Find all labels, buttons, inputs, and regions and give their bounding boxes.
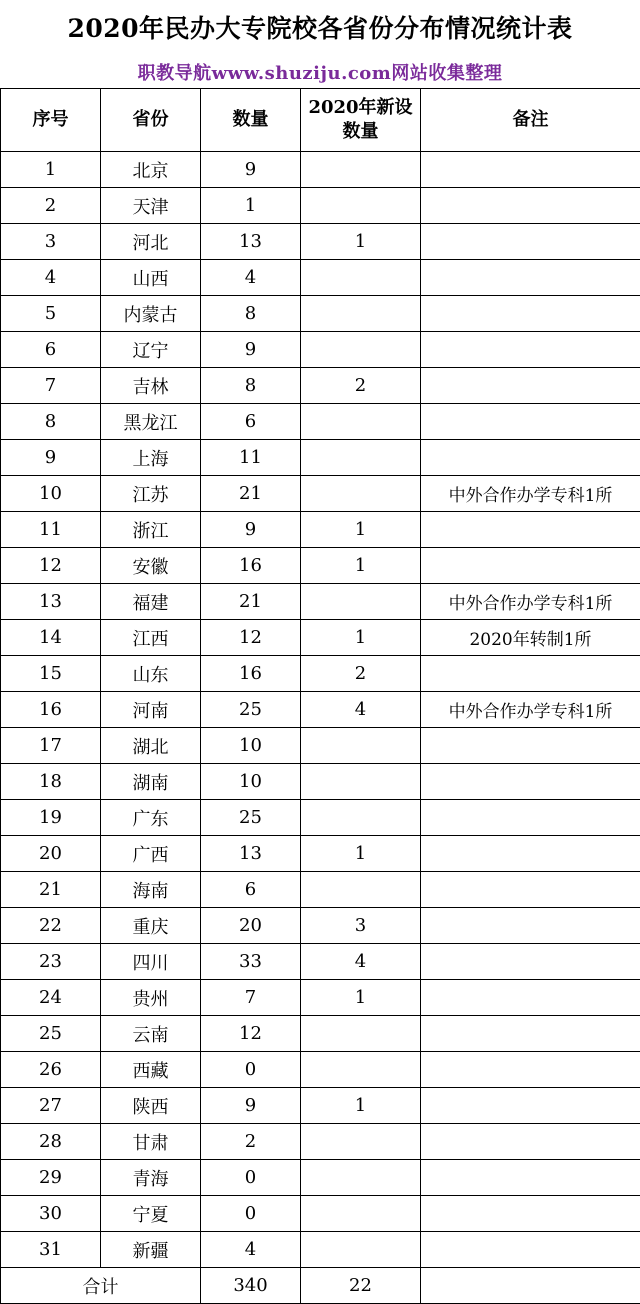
table-row <box>1 296 640 332</box>
cell-province: 河北 <box>101 224 201 260</box>
cell-index: 31 <box>1 1232 101 1268</box>
header-province: 省份 <box>101 89 201 152</box>
cell-index: 19 <box>1 800 101 836</box>
table-row <box>1 908 640 944</box>
cell-new-count: 1 <box>301 548 421 584</box>
cell-new-count: 4 <box>301 692 421 728</box>
cell-count: 25 <box>201 692 301 728</box>
cell-count: 25 <box>201 800 301 836</box>
cell-note <box>421 188 640 224</box>
cell-note <box>421 404 640 440</box>
cell-count: 6 <box>201 404 301 440</box>
table-row <box>1 368 640 404</box>
cell-note <box>421 1052 640 1088</box>
cell-province: 广西 <box>101 836 201 872</box>
cell-new-count <box>301 872 421 908</box>
cell-new-count: 3 <box>301 908 421 944</box>
cell-new-count <box>301 152 421 188</box>
cell-new-count <box>301 1196 421 1232</box>
cell-province: 江苏 <box>101 476 201 512</box>
table-row <box>1 476 640 512</box>
cell-note <box>421 1232 640 1268</box>
cell-count: 1 <box>201 188 301 224</box>
cell-count: 20 <box>201 908 301 944</box>
cell-index: 24 <box>1 980 101 1016</box>
cell-index: 23 <box>1 944 101 980</box>
cell-province: 湖北 <box>101 728 201 764</box>
cell-new-count: 4 <box>301 944 421 980</box>
cell-province: 北京 <box>101 152 201 188</box>
cell-index: 9 <box>1 440 101 476</box>
cell-province: 甘肃 <box>101 1124 201 1160</box>
cell-new-count: 1 <box>301 980 421 1016</box>
cell-province: 山西 <box>101 260 201 296</box>
cell-index: 2 <box>1 188 101 224</box>
table-row <box>1 404 640 440</box>
cell-new-count: 1 <box>301 512 421 548</box>
cell-province: 西藏 <box>101 1052 201 1088</box>
table-row <box>1 260 640 296</box>
cell-index: 18 <box>1 764 101 800</box>
cell-count: 9 <box>201 512 301 548</box>
cell-province: 福建 <box>101 584 201 620</box>
cell-count: 10 <box>201 764 301 800</box>
cell-new-count <box>301 728 421 764</box>
cell-index: 13 <box>1 584 101 620</box>
cell-note <box>421 836 640 872</box>
table-row <box>1 1124 640 1160</box>
cell-new-count <box>301 476 421 512</box>
cell-province: 云南 <box>101 1016 201 1052</box>
table-row <box>1 764 640 800</box>
cell-count: 0 <box>201 1052 301 1088</box>
table-row <box>1 620 640 656</box>
cell-new-count <box>301 296 421 332</box>
cell-note <box>421 980 640 1016</box>
table-row <box>1 692 640 728</box>
table-body <box>1 152 640 1268</box>
cell-province: 吉林 <box>101 368 201 404</box>
cell-new-count: 1 <box>301 836 421 872</box>
cell-count: 9 <box>201 152 301 188</box>
table-row <box>1 1052 640 1088</box>
cell-index: 29 <box>1 1160 101 1196</box>
cell-index: 17 <box>1 728 101 764</box>
cell-new-count <box>301 188 421 224</box>
cell-count: 11 <box>201 440 301 476</box>
cell-count: 2 <box>201 1124 301 1160</box>
cell-count: 8 <box>201 368 301 404</box>
cell-note <box>421 1124 640 1160</box>
cell-province: 广东 <box>101 800 201 836</box>
cell-note: 中外合作办学专科1所 <box>421 584 640 620</box>
table-row <box>1 1232 640 1268</box>
table-row <box>1 1160 640 1196</box>
cell-index: 8 <box>1 404 101 440</box>
table-row <box>1 188 640 224</box>
cell-new-count: 2 <box>301 368 421 404</box>
header-new-count: 2020年新设数量 <box>301 89 421 152</box>
cell-note <box>421 728 640 764</box>
cell-new-count <box>301 440 421 476</box>
cell-count: 16 <box>201 548 301 584</box>
total-row <box>1 1268 640 1304</box>
table-row <box>1 656 640 692</box>
total-label: 合计 <box>1 1268 201 1304</box>
cell-index: 25 <box>1 1016 101 1052</box>
cell-index: 10 <box>1 476 101 512</box>
cell-note <box>421 1160 640 1196</box>
table-row <box>1 800 640 836</box>
cell-note <box>421 332 640 368</box>
cell-count: 0 <box>201 1196 301 1232</box>
cell-note <box>421 800 640 836</box>
cell-index: 4 <box>1 260 101 296</box>
cell-count: 12 <box>201 620 301 656</box>
cell-note: 中外合作办学专科1所 <box>421 476 640 512</box>
page-title: 2020年民办大专院校各省份分布情况统计表 <box>67 14 573 43</box>
cell-new-count <box>301 332 421 368</box>
cell-new-count: 1 <box>301 224 421 260</box>
cell-new-count <box>301 584 421 620</box>
cell-count: 4 <box>201 260 301 296</box>
cell-new-count <box>301 1124 421 1160</box>
cell-index: 7 <box>1 368 101 404</box>
cell-note <box>421 368 640 404</box>
table-row <box>1 980 640 1016</box>
statistics-table <box>0 88 640 1304</box>
cell-province: 湖南 <box>101 764 201 800</box>
table-row <box>1 548 640 584</box>
cell-new-count: 1 <box>301 1088 421 1124</box>
cell-province: 天津 <box>101 188 201 224</box>
cell-index: 21 <box>1 872 101 908</box>
cell-note <box>421 656 640 692</box>
cell-index: 27 <box>1 1088 101 1124</box>
cell-index: 28 <box>1 1124 101 1160</box>
table-header-row <box>1 89 640 152</box>
cell-province: 四川 <box>101 944 201 980</box>
cell-new-count <box>301 404 421 440</box>
cell-index: 15 <box>1 656 101 692</box>
cell-index: 20 <box>1 836 101 872</box>
total-count: 340 <box>201 1268 301 1304</box>
cell-province: 陕西 <box>101 1088 201 1124</box>
cell-count: 10 <box>201 728 301 764</box>
table-row <box>1 152 640 188</box>
table-row <box>1 944 640 980</box>
cell-count: 0 <box>201 1160 301 1196</box>
cell-count: 21 <box>201 476 301 512</box>
table-row <box>1 440 640 476</box>
table-row <box>1 872 640 908</box>
cell-index: 11 <box>1 512 101 548</box>
cell-index: 16 <box>1 692 101 728</box>
total-note <box>421 1268 640 1304</box>
cell-note <box>421 152 640 188</box>
table-row <box>1 1016 640 1052</box>
cell-count: 9 <box>201 1088 301 1124</box>
cell-new-count <box>301 1160 421 1196</box>
cell-note <box>421 1016 640 1052</box>
cell-count: 4 <box>201 1232 301 1268</box>
cell-note <box>421 944 640 980</box>
cell-note <box>421 1088 640 1124</box>
cell-province: 青海 <box>101 1160 201 1196</box>
cell-province: 宁夏 <box>101 1196 201 1232</box>
cell-count: 13 <box>201 836 301 872</box>
cell-province: 重庆 <box>101 908 201 944</box>
header-index: 序号 <box>1 89 101 152</box>
cell-index: 30 <box>1 1196 101 1232</box>
cell-count: 13 <box>201 224 301 260</box>
table-row <box>1 1196 640 1232</box>
cell-note <box>421 512 640 548</box>
table-row <box>1 512 640 548</box>
cell-new-count <box>301 260 421 296</box>
cell-index: 1 <box>1 152 101 188</box>
cell-note <box>421 548 640 584</box>
cell-province: 浙江 <box>101 512 201 548</box>
cell-index: 26 <box>1 1052 101 1088</box>
cell-index: 3 <box>1 224 101 260</box>
cell-note <box>421 1196 640 1232</box>
header-note: 备注 <box>421 89 640 152</box>
cell-province: 黑龙江 <box>101 404 201 440</box>
cell-province: 贵州 <box>101 980 201 1016</box>
cell-index: 5 <box>1 296 101 332</box>
cell-count: 33 <box>201 944 301 980</box>
table-row <box>1 584 640 620</box>
cell-index: 22 <box>1 908 101 944</box>
cell-province: 新疆 <box>101 1232 201 1268</box>
cell-province: 江西 <box>101 620 201 656</box>
cell-count: 8 <box>201 296 301 332</box>
cell-count: 21 <box>201 584 301 620</box>
cell-province: 山东 <box>101 656 201 692</box>
cell-count: 7 <box>201 980 301 1016</box>
cell-province: 海南 <box>101 872 201 908</box>
cell-new-count: 1 <box>301 620 421 656</box>
cell-index: 6 <box>1 332 101 368</box>
cell-new-count: 2 <box>301 656 421 692</box>
table-row <box>1 332 640 368</box>
cell-province: 辽宁 <box>101 332 201 368</box>
cell-note <box>421 440 640 476</box>
cell-province: 内蒙古 <box>101 296 201 332</box>
cell-note <box>421 296 640 332</box>
cell-province: 河南 <box>101 692 201 728</box>
cell-index: 12 <box>1 548 101 584</box>
cell-new-count <box>301 1052 421 1088</box>
cell-note: 中外合作办学专科1所 <box>421 692 640 728</box>
cell-note <box>421 260 640 296</box>
cell-new-count <box>301 1016 421 1052</box>
total-new-count: 22 <box>301 1268 421 1304</box>
cell-count: 12 <box>201 1016 301 1052</box>
cell-note: 2020年转制1所 <box>421 620 640 656</box>
table-row <box>1 1088 640 1124</box>
cell-new-count <box>301 1232 421 1268</box>
cell-note <box>421 872 640 908</box>
cell-count: 16 <box>201 656 301 692</box>
cell-count: 6 <box>201 872 301 908</box>
cell-count: 9 <box>201 332 301 368</box>
cell-index: 14 <box>1 620 101 656</box>
table-row <box>1 836 640 872</box>
table-row <box>1 224 640 260</box>
cell-note <box>421 764 640 800</box>
header-count: 数量 <box>201 89 301 152</box>
cell-province: 安徽 <box>101 548 201 584</box>
cell-new-count <box>301 800 421 836</box>
source-subtitle: 职教导航www.shuziju.com网站收集整理 <box>137 63 503 84</box>
cell-note <box>421 908 640 944</box>
cell-new-count <box>301 764 421 800</box>
cell-province: 上海 <box>101 440 201 476</box>
cell-note <box>421 224 640 260</box>
table-row <box>1 728 640 764</box>
